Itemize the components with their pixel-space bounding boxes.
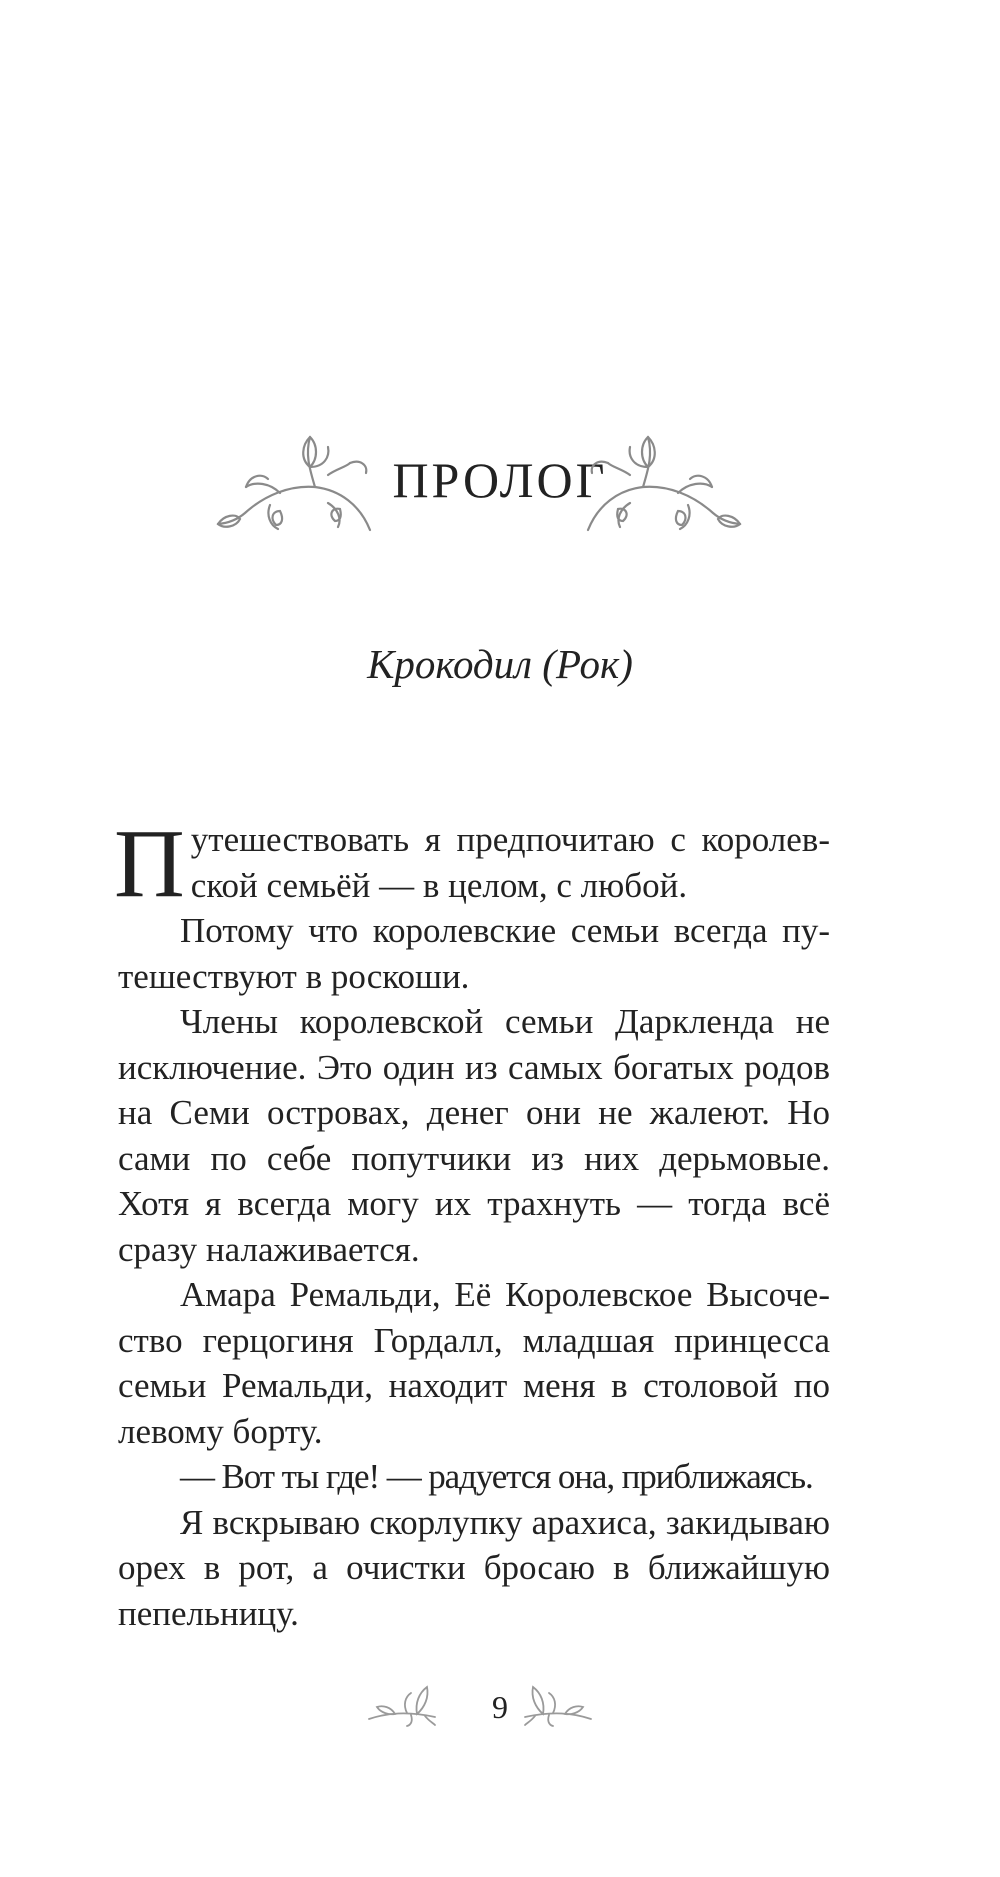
paragraph: Я вскрываю скорлупку арахиса, закидываю орех в рот, а очистки бросаю в ближайшую пепельницу. — [118, 1502, 830, 1633]
chapter-subtitle: Крокодил (Рок) — [367, 641, 633, 687]
floral-flourish-icon — [578, 425, 748, 535]
page-footer — [0, 1675, 1000, 1735]
paragraph-text: утешествовать я предпочитаю с королевской семьёй — в целом, с любой. — [190, 820, 830, 905]
body-text — [114, 810, 830, 1636]
paragraph — [114, 810, 830, 918]
page-number: 9 — [492, 1689, 508, 1725]
leaf-sprig-icon — [523, 1683, 593, 1727]
paragraph: Амара Ремальди, Её Королевское Высочество герцогиня Гордалл, младшая принцесса семьи Ремальди, находит меня в столовой по левому борту. — [118, 1275, 830, 1451]
dialogue-line: — Вот ты где! — радуется она, приближаясь. — [180, 1457, 813, 1496]
drop-cap: П — [114, 810, 185, 918]
chapter-heading — [0, 425, 1000, 545]
paragraph: Потому что королевские семьи всегда путешествуют в роскоши. — [118, 911, 830, 996]
paragraph: Члены королевской семьи Даркленда не исключение. Это один из самых богатых родов на Семи островах, денег они не жалеют. Но сами по себе попутчики из них дерьмовые. Хотя я всегда могу их трахнуть — тогда всё сразу налаживается. — [118, 1002, 830, 1269]
chapter-title: ПРОЛОГ — [392, 452, 608, 508]
